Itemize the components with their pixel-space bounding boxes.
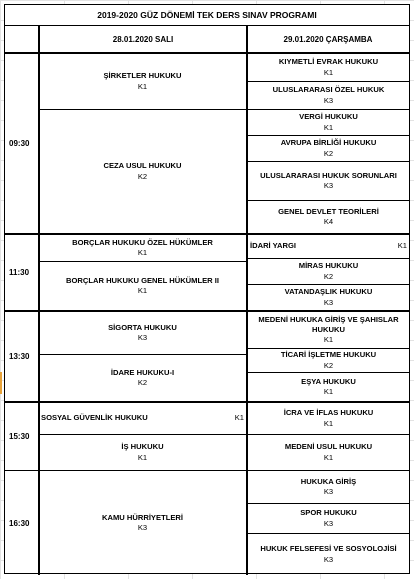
room-code: K1: [137, 248, 148, 257]
exam-cell: [248, 403, 409, 434]
room-code: K3: [323, 95, 334, 105]
exam-cell: [248, 136, 409, 161]
course-name: İCRA VE İFLAS HUKUKU: [283, 408, 374, 418]
course-name: GENEL DEVLET TEORİLERİ: [278, 206, 379, 216]
exam-cell: [248, 285, 409, 310]
course-name: TİCARİ İŞLETME HUKUKU: [280, 350, 377, 360]
course-name: İDARE HUKUKU-I: [110, 367, 175, 377]
course-name: İDARİ YARGI: [250, 241, 296, 251]
exam-cell: [248, 534, 409, 575]
exam-cell: [248, 162, 409, 200]
course-name: HUKUKA GİRİŞ: [300, 476, 357, 486]
time-slot-0930: 09:30: [9, 139, 30, 148]
room-code: K3: [137, 333, 148, 342]
exam-cell: [39, 403, 246, 434]
room-code: K1: [323, 335, 334, 345]
page-title: 2019-2020 GÜZ DÖNEMİ TEK DERS SINAV PROGRAMI: [5, 5, 409, 26]
room-code: K3: [323, 518, 334, 528]
exam-cell: [248, 110, 409, 135]
exam-cell: [39, 435, 246, 470]
course-name: SOSYAL GÜVENLİK HUKUKU: [41, 413, 148, 423]
course-name: MİRAS HUKUKU: [298, 261, 359, 271]
room-code: K2: [323, 360, 334, 370]
room-code: K2: [137, 171, 148, 181]
exam-cell: [39, 262, 246, 310]
exam-cell: [248, 435, 409, 470]
exam-cell: [39, 355, 246, 401]
exam-cell: [248, 349, 409, 372]
course-name: HUKUK FELSEFESİ VE SOSYOLOJİSİ: [260, 544, 397, 554]
exam-cell: [248, 471, 409, 503]
time-slot-1130: 11:30: [9, 268, 30, 277]
course-name: İŞ HUKUKU: [121, 442, 164, 452]
room-code: K1: [323, 387, 334, 396]
exam-cell: [39, 54, 246, 109]
exam-cell: [39, 471, 246, 575]
exam-cell: [39, 312, 246, 354]
column-header-tuesday: 28.01.2020 SALI: [39, 26, 247, 54]
column-header-wednesday: 29.01.2020 ÇARŞAMBA: [247, 26, 409, 54]
room-code: K4: [323, 217, 334, 226]
exam-cell: [248, 259, 409, 284]
room-code: K1: [397, 241, 407, 251]
exam-cell: [248, 312, 409, 348]
room-code: K2: [137, 378, 148, 387]
room-code: K2: [323, 148, 334, 158]
room-code: K2: [323, 271, 334, 281]
room-code: K1: [137, 286, 148, 295]
room-code: K1: [137, 81, 148, 91]
course-name: KIYMETLİ EVRAK HUKUKU: [278, 57, 379, 67]
course-name: ULUSLARARASI HUKUK SORUNLARI: [260, 170, 397, 180]
room-code: K3: [323, 181, 334, 190]
room-code: K1: [137, 452, 148, 462]
room-code: K1: [323, 452, 334, 462]
course-name: AVRUPA BİRLİĞİ HUKUKU: [280, 138, 377, 148]
course-name: VERGİ HUKUKU: [299, 112, 358, 122]
exam-cell: [39, 235, 246, 261]
exam-cell: [39, 110, 246, 233]
course-name: SİGORTA HUKUKU: [108, 322, 177, 332]
course-name: ULUSLARARASI ÖZEL HUKUK: [272, 85, 385, 95]
time-slot-1630: 16:30: [9, 518, 30, 528]
exam-cell: [248, 504, 409, 533]
course-name: BORÇLAR HUKUKU ÖZEL HÜKÜMLER: [72, 237, 213, 247]
course-name: KAMU HÜRRİYETLERİ: [102, 512, 183, 522]
course-name: VATANDAŞLIK HUKUKU: [284, 287, 373, 297]
room-code: K1: [323, 67, 334, 77]
exam-cell: [248, 82, 409, 109]
room-code: K1: [323, 122, 334, 132]
room-code: K3: [323, 487, 334, 496]
time-slot-1330: 13:30: [9, 352, 30, 361]
room-code: K3: [323, 554, 334, 564]
exam-schedule-table: [4, 4, 410, 574]
row-selection-marker: [0, 372, 2, 394]
exam-cell: [248, 235, 409, 258]
room-code: K3: [137, 523, 148, 532]
course-name: MEDENİ HUKUKA GİRİŞ VE ŞAHISLAR HUKUKU: [258, 314, 399, 334]
exam-cell: [248, 54, 409, 81]
course-name: ŞİRKETLER HUKUKU: [103, 71, 182, 81]
course-name: EŞYA HUKUKU: [301, 376, 356, 386]
exam-cell: [248, 201, 409, 233]
course-name: SPOR HUKUKU: [300, 508, 357, 518]
time-column-header: [5, 26, 39, 54]
course-name: MEDENİ USUL HUKUKU: [284, 442, 373, 452]
room-code: K3: [323, 297, 334, 307]
room-code: K1: [234, 413, 244, 423]
course-name: CEZA USUL HUKUKU: [103, 161, 182, 171]
room-code: K1: [323, 418, 334, 428]
course-name: BORÇLAR HUKUKU GENEL HÜKÜMLER II: [66, 275, 219, 285]
time-slot-1530: 15:30: [9, 432, 30, 441]
exam-cell: [248, 373, 409, 401]
